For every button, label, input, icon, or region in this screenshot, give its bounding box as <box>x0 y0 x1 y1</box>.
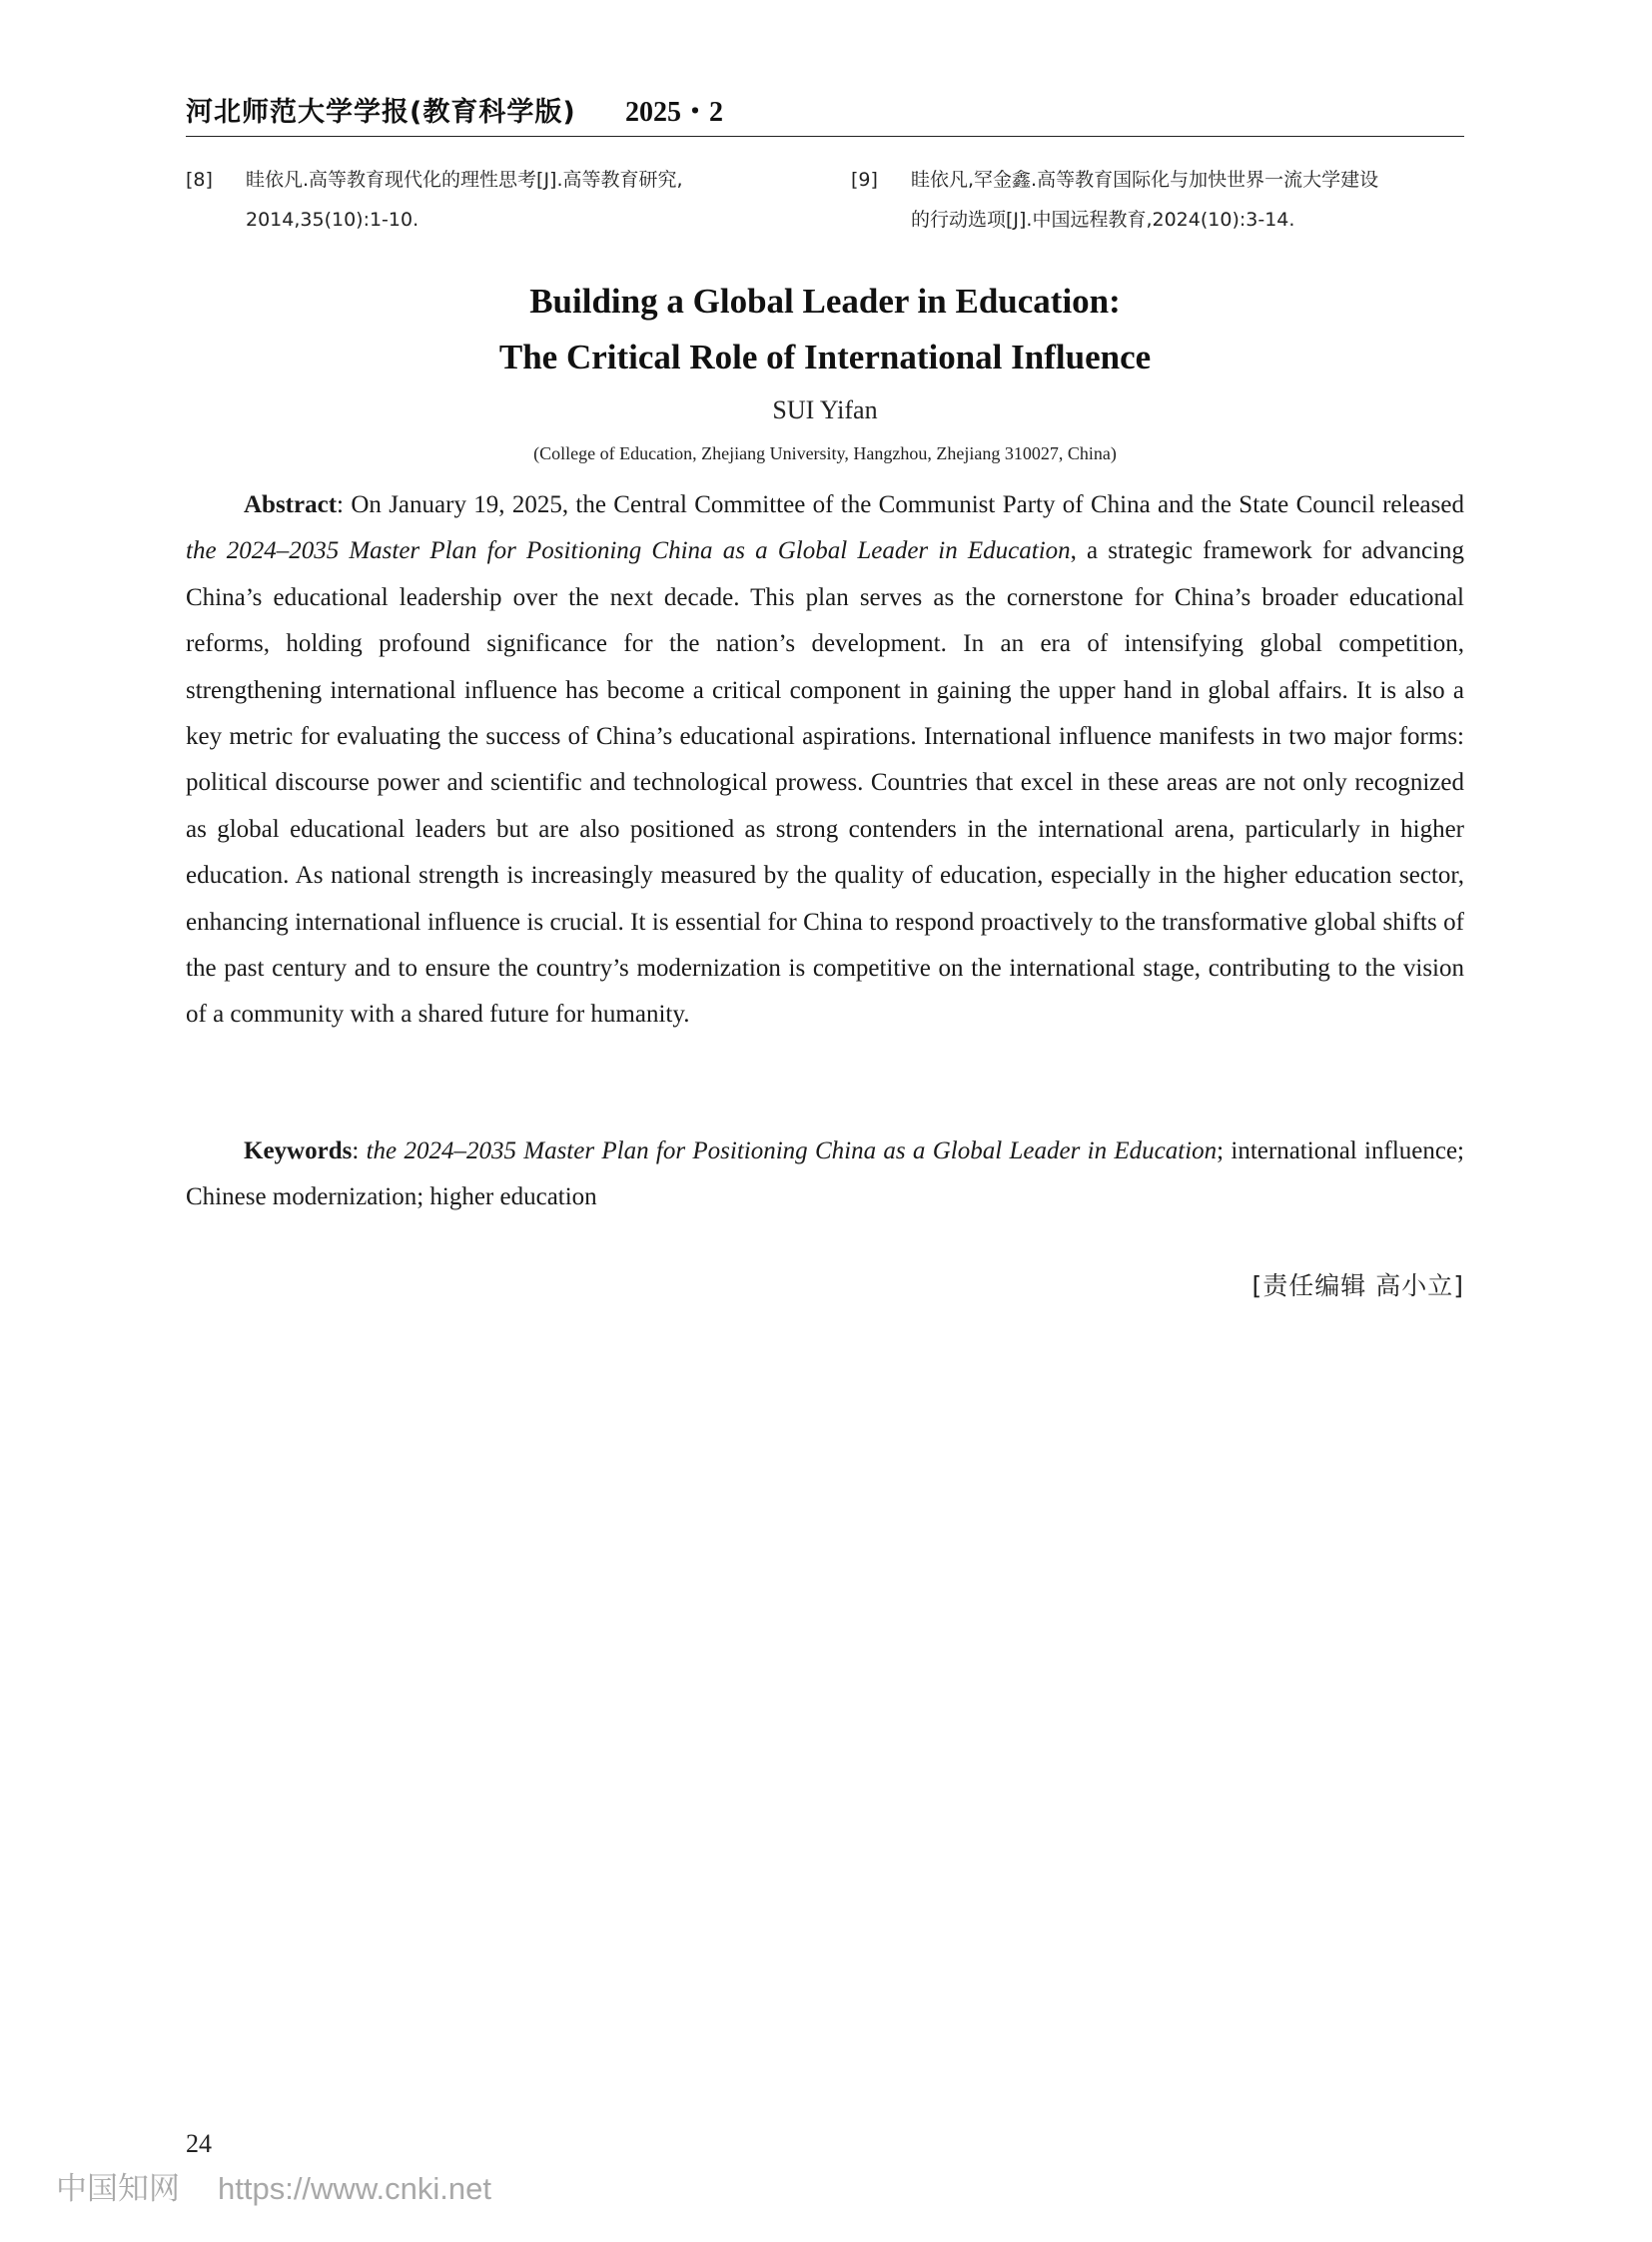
responsible-editor: [责任编辑 高小立] <box>1251 1271 1464 1300</box>
keywords-label: Keywords <box>244 1137 353 1164</box>
keywords-paragraph <box>186 1128 1464 1221</box>
running-header <box>186 84 1464 137</box>
reference-number: [8] <box>186 169 213 191</box>
reference-number: [9] <box>851 169 878 191</box>
abstract-colon: : <box>337 491 352 518</box>
keywords-colon: : <box>352 1137 367 1164</box>
journal-name: 河北师范大学学报(教育科学版) <box>186 97 576 128</box>
cnki-watermark <box>56 2163 491 2208</box>
reference-8 <box>186 160 805 240</box>
reference-text-line2: 2014,35(10):1-10. <box>246 209 419 231</box>
keywords-plan-title: the 2024–2035 Master Plan for Positioning China as a Global Leader in Education <box>366 1137 1218 1164</box>
reference-9 <box>851 160 1470 240</box>
issue-number: 2025・2 <box>625 97 724 128</box>
reference-text-line1: 眭依凡,罕金鑫.高等教育国际化与加快世界一流大学建设 <box>911 169 1379 191</box>
page-number: 24 <box>186 2129 212 2158</box>
abstract-label: Abstract <box>244 491 338 518</box>
abstract-text-part2: , a strategic framework for advancing China’s educational leadership over the next decade. This plan serves as the cornerstone for China’s broader educational reforms, holding profound significance for the nation’s development. In an era of intensifying global competition, strengthening international influence has become a critical component in gaining the upper hand in global affairs. It is also a key metric for evaluating the success of China’s educational aspirations. International influence manifests in two major forms: political discourse power and scientific and technological prowess. Countries that excel in these areas are not only recognized as global educational leaders but are also positioned as strong contenders in the international arena, particularly in higher education. As national strength is increasingly measured by the quality of education, especially in the higher education sector, enhancing international influence is crucial. It is essential for China to respond proactively to the transformative global shifts of the past century and to ensure the country’s modernization is competitive on the international stage, contributing to the vision of a community with a shared future for humanity. <box>186 537 1464 1029</box>
abstract-plan-title: the 2024–2035 Master Plan for Positioning China as a Global Leader in Education <box>186 537 1071 565</box>
reference-text-line2: 的行动选项[J].中国远程教育,2024(10):3-14. <box>911 209 1295 231</box>
author-affiliation: (College of Education, Zhejiang University, Hangzhou, Zhejiang 310027, China) <box>533 443 1117 463</box>
watermark-name: 中国知网 <box>56 2171 180 2207</box>
watermark-url: https://www.cnki.net <box>218 2171 491 2206</box>
author-name: SUI Yifan <box>772 395 878 424</box>
reference-text-line1: 眭依凡.高等教育现代化的理性思考[J].高等教育研究, <box>246 169 683 191</box>
article-title-line2: The Critical Role of International Influence <box>498 338 1152 376</box>
abstract-text-part1: On January 19, 2025, the Central Committee of the Communist Party of China and the State Council released <box>351 491 1464 518</box>
article-title-line1: Building a Global Leader in Education: <box>529 282 1121 321</box>
keywords-rest: ; international influence; Chinese modernization; higher education <box>186 1137 1464 1211</box>
abstract-paragraph <box>186 482 1464 1039</box>
